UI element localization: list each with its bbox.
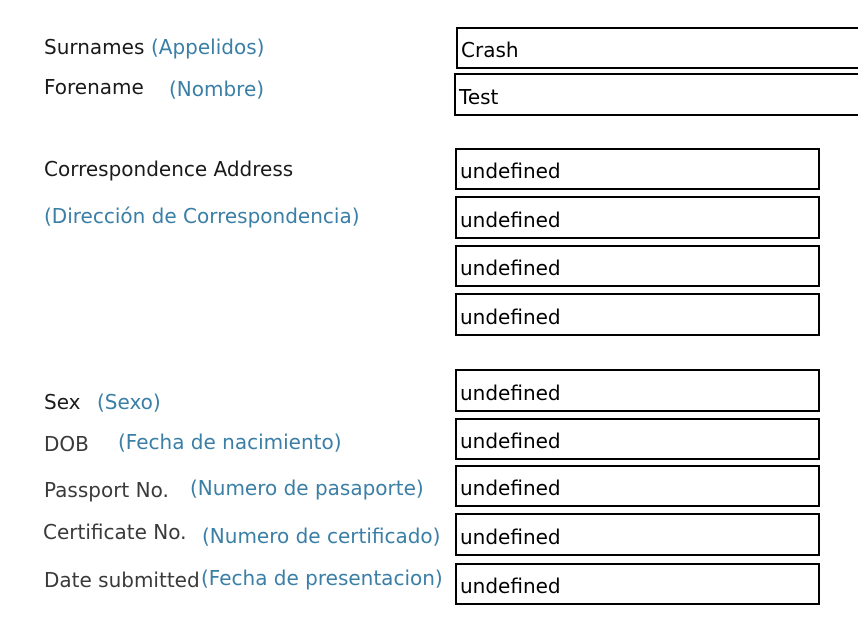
- sex-value: undefined: [460, 380, 561, 405]
- surnames-value: Crash: [461, 38, 519, 62]
- address-label: Correspondence Address: [44, 157, 294, 181]
- address-label-es: (Dirección de Correspondencia): [44, 204, 360, 228]
- certificate-label: Certificate No.: [43, 520, 187, 544]
- sex-label: Sex: [44, 390, 81, 414]
- date-submitted-label: Date submitted: [44, 568, 200, 592]
- surnames-label-es: (Appelidos): [151, 35, 265, 59]
- dob-field[interactable]: [455, 418, 820, 460]
- date-submitted-value: undefined: [460, 574, 561, 598]
- certificate-value: undefined: [460, 524, 561, 549]
- dob-value: undefined: [460, 429, 561, 453]
- address-line-3-field[interactable]: [455, 245, 820, 287]
- dob-label: DOB: [44, 432, 89, 456]
- sex-label-es: (Sexo): [97, 390, 161, 414]
- surnames-field[interactable]: [456, 27, 858, 69]
- forename-label-es: (Nombre): [169, 77, 265, 101]
- date-submitted-label-es: (Fecha de presentacion): [201, 566, 443, 590]
- passport-value: undefined: [460, 476, 561, 500]
- sex-field[interactable]: [455, 369, 820, 412]
- address-line-1-field[interactable]: [455, 148, 820, 190]
- address-line-3-value: undefined: [460, 256, 561, 280]
- address-line-2-field[interactable]: [455, 196, 820, 239]
- surnames-label: Surnames: [44, 35, 145, 59]
- address-line-1-value: undefined: [460, 159, 561, 183]
- address-line-4-value: undefined: [460, 304, 561, 329]
- forename-label: Forename: [44, 75, 144, 99]
- certificate-label-es: (Numero de certificado): [202, 524, 441, 548]
- forename-field[interactable]: [454, 73, 858, 116]
- passport-label-es: (Numero de pasaporte): [190, 476, 424, 500]
- address-line-4-field[interactable]: [455, 293, 820, 336]
- certificate-field[interactable]: [455, 513, 820, 556]
- date-submitted-field[interactable]: [455, 563, 820, 605]
- address-line-2-value: undefined: [460, 207, 561, 232]
- passport-label: Passport No.: [44, 478, 169, 502]
- passport-field[interactable]: [455, 465, 820, 507]
- forename-value: Test: [459, 84, 499, 109]
- dob-label-es: (Fecha de nacimiento): [118, 430, 342, 454]
